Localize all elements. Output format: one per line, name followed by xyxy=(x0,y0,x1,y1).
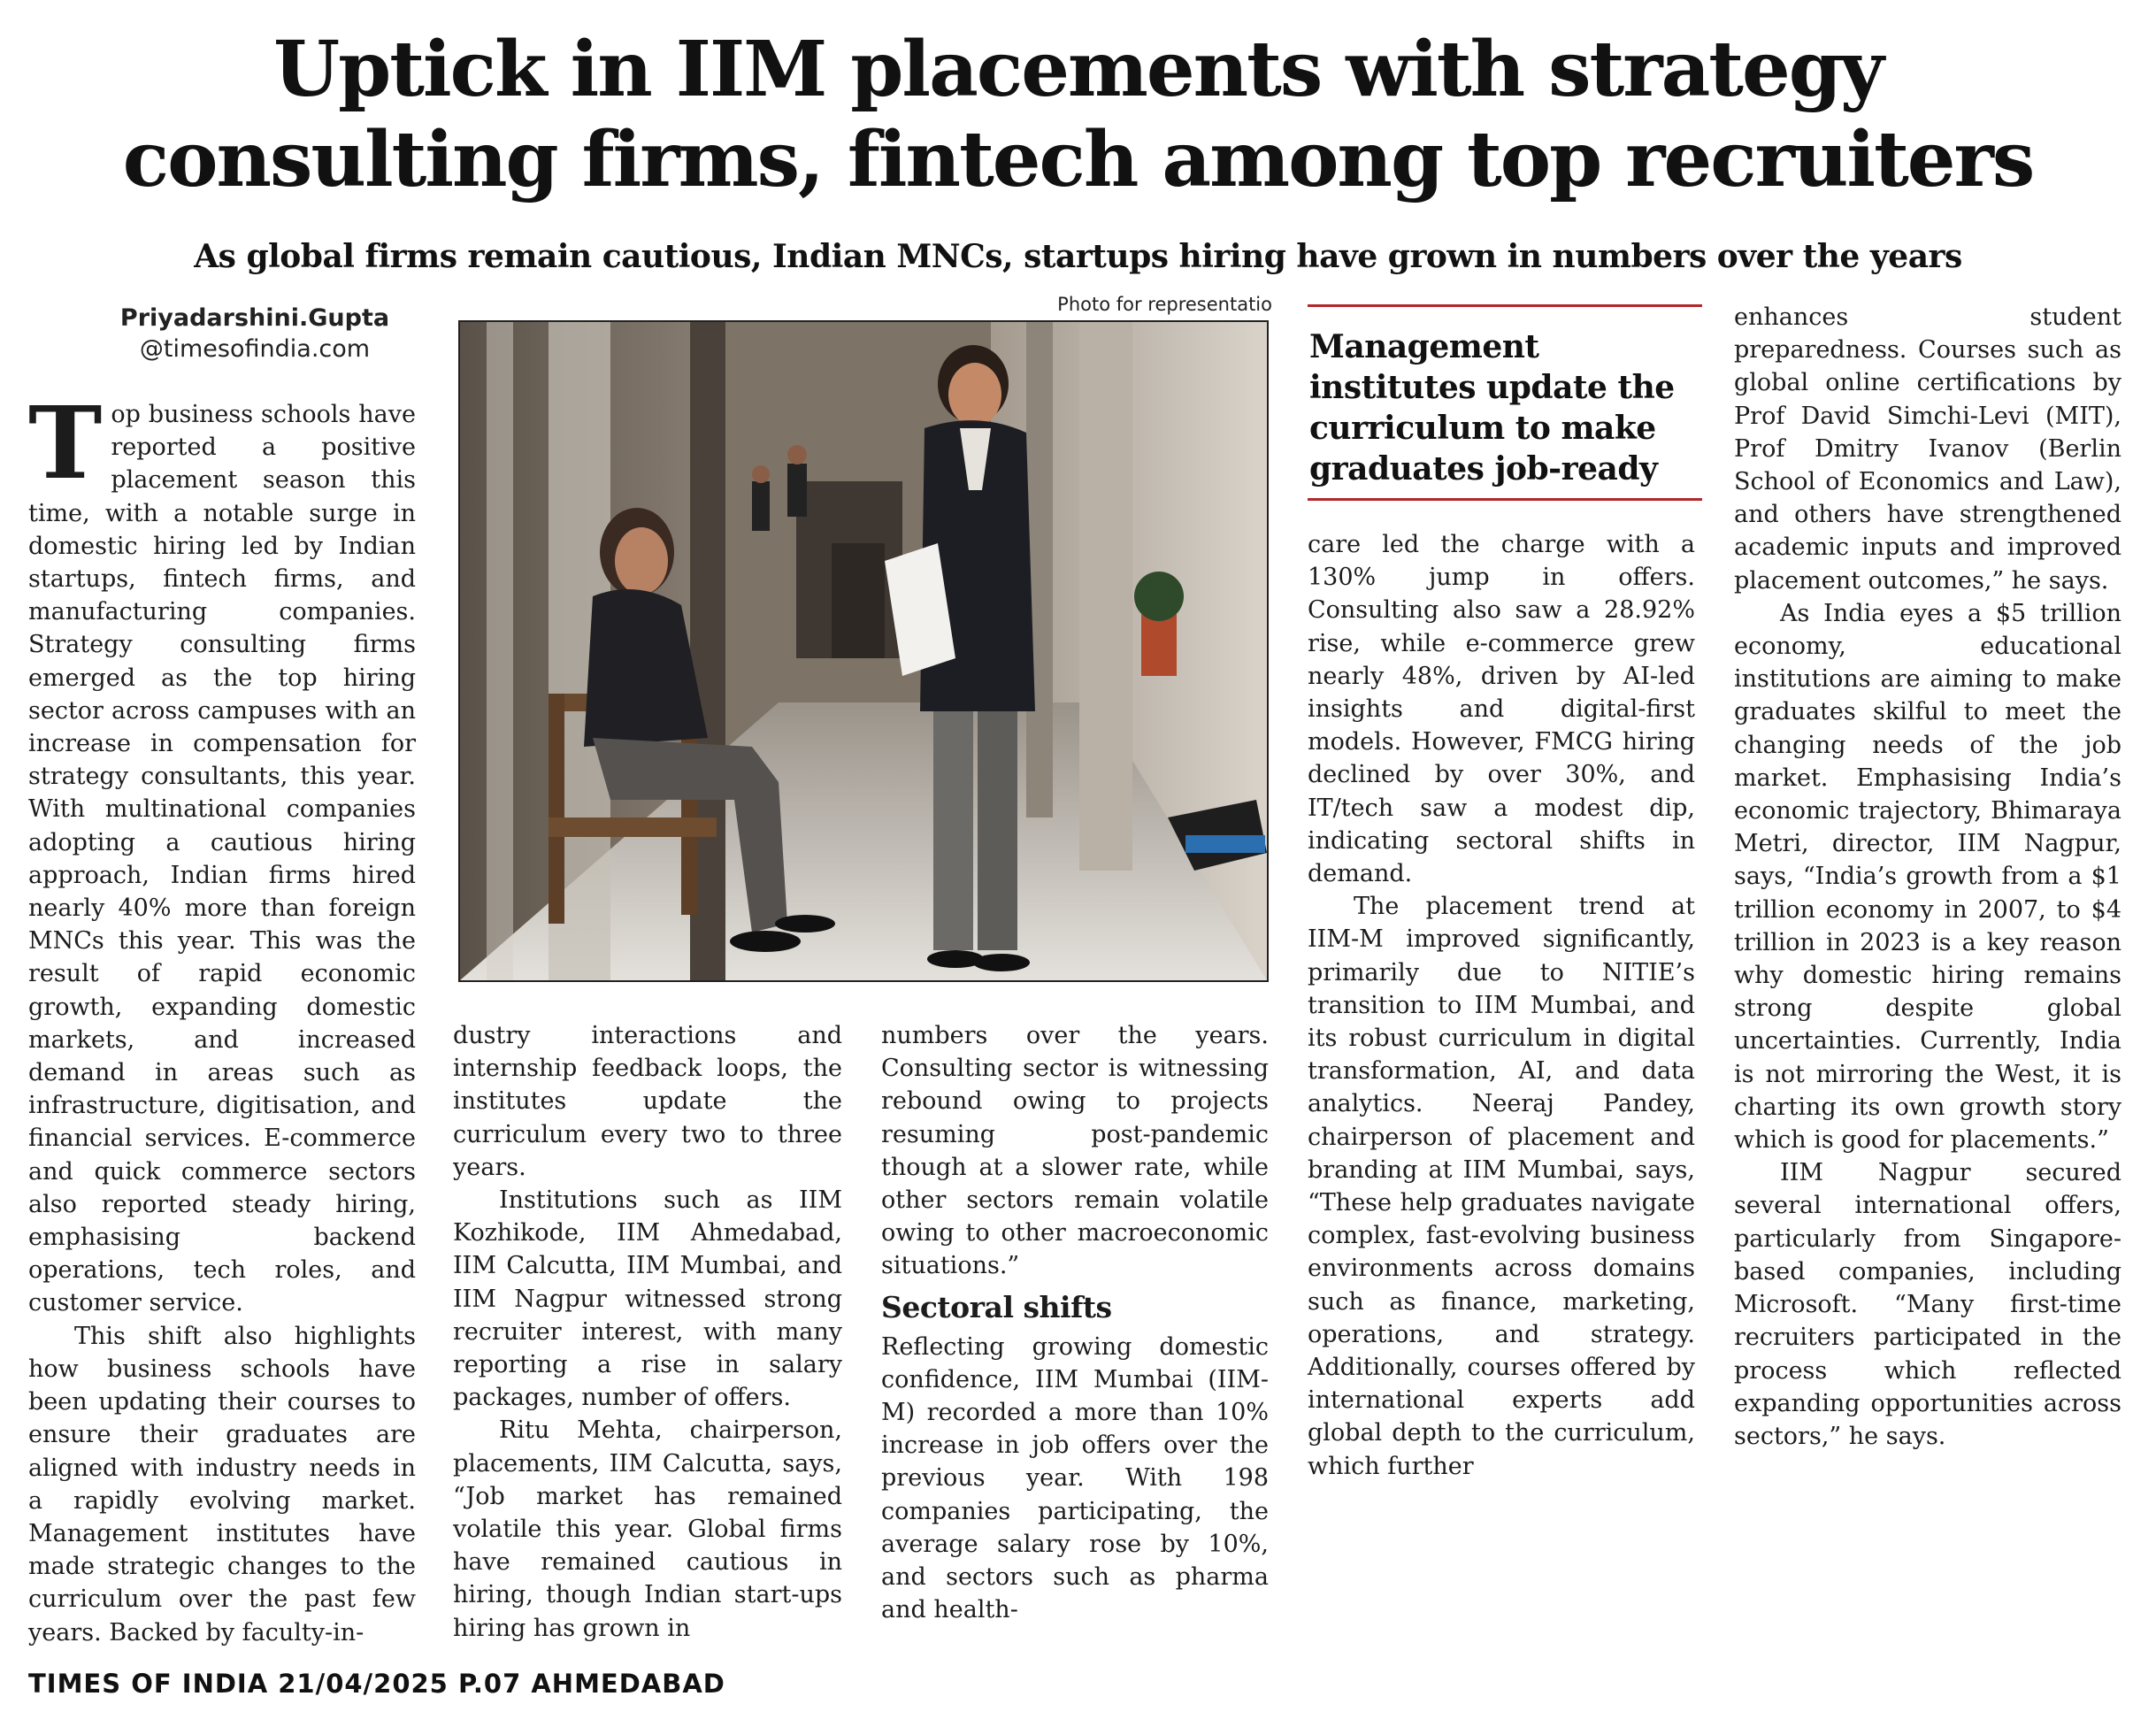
photo-illustration xyxy=(460,322,1267,980)
paragraph: care led the charge with a 130% jump in offers. Consulting also saw a 28.92% rise, while e-commerce grew nearly 48%, driven by AI-led insights and digital-first models. However, FMCG hiring declined by over 30%, and IT/tech saw a modest dip, indicating sectoral shifts in demand. xyxy=(1308,531,1695,888)
paragraph: Reflecting growing domestic confidence, IIM Mumbai (IIM-M) recorded a more than 10% increase in job offers over the previous year. With 198 companies participating, the average salary rose by 10%, and sectors such as pharma and health- xyxy=(881,1332,1269,1624)
column-4 xyxy=(1308,528,1695,1483)
article-photo xyxy=(458,320,1269,982)
paragraph xyxy=(28,386,416,1320)
photo-credit: Photo for representatio xyxy=(1057,294,1272,315)
sidebar-box xyxy=(1308,304,1702,501)
column-2 xyxy=(453,1019,842,1645)
drop-cap: T xyxy=(28,386,103,502)
byline-name: Priyadarshini.Gupta xyxy=(119,304,390,332)
paragraph: This shift also highlights how business schools have been updating their courses to ensure their graduates are aligned with industry needs in a rapidly evolving market. Management institutes have made strategic changes to the curriculum over the past few years. Backed by faculty-in- xyxy=(28,1322,416,1646)
byline xyxy=(78,303,432,365)
paragraph: The placement trend at IIM-M improved significantly, primarily due to NITIE’s transition to IIM Mumbai, and its robust curriculum in digital transformation, AI, and data analytics. Neeraj Pandey, chairperson of placement and branding at IIM Mumbai, says, “These help graduates navigate complex, fast-evolving business environments across domains such as finance, marketing, operations, and strategy. Additionally, courses offered by international experts add global depth to the curriculum, which further xyxy=(1308,893,1695,1480)
headline-line-1: Uptick in IIM placements with strategy xyxy=(273,25,1883,114)
column-5 xyxy=(1734,301,2121,1453)
paragraph: Institutions such as IIM Kozhikode, IIM Ahmedabad, IIM Calcutta, IIM Mumbai, and IIM Nagpur witnessed strong recruiter interest, with many reporting a rise in salary packages, number of offers. xyxy=(453,1186,842,1412)
paragraph: Ritu Mehta, chairperson, placements, IIM Calcutta, says, “Job market has remained volatile this year. Global firms have remained cautious in hiring, though Indian start-ups hiring has grown in xyxy=(453,1416,842,1642)
paragraph: enhances student preparedness. Courses such as global online certifications by Prof David Simchi-Levi (MIT), Prof Dmitry Ivanov (Berlin School of Economics and Law), and others have strengthened academic inputs and improved placement outcomes,” he says. xyxy=(1734,303,2121,595)
source-footer: TIMES OF INDIA 21/04/2025 P.07 AHMEDABAD xyxy=(28,1669,725,1699)
byline-email: @timesofindia.com xyxy=(139,335,371,363)
column-1 xyxy=(28,386,416,1649)
paragraph: dustry interactions and internship feedback loops, the institutes update the curriculum every two to three years. xyxy=(453,1022,842,1181)
subhead-sectoral-shifts: Sectoral shifts xyxy=(881,1289,1112,1324)
column-3 xyxy=(881,1019,1269,1626)
paragraph: As India eyes a $5 trillion economy, educational institutions are aiming to make graduates skilful to meet the changing needs of the job market. Emphasising India’s economic trajectory, Bhimaraya Metri, director, IIM Nagpur, says, “India’s growth from a $1 trillion economy in 2007, to $4 trillion in 2023 is a key reason why domestic hiring remains strong despite global uncertainties. Currently, India is not mirroring the West, it is charting its own growth story which is good for placements.” xyxy=(1734,599,2121,1155)
paragraph: IIM Nagpur secured several international offers, particularly from Singapore-based companies, including Microsoft. “Many first-time recruiters participated in the process which reflected expanding opportunities across sectors,” he says. xyxy=(1734,1159,2121,1450)
paragraph-text: op business schools have reported a positive placement season this time, with a notable surge in domestic hiring led by Indian startups, fintech firms, and manufacturing companies. Strategy consulting firms emerged as the top hiring sector across campuses with an increase in compensation for strategy consultants, this year. With multinational companies adopting a cautious hiring approach, Indian firms hired nearly 40% more than foreign MNCs this year. This was the result of rapid economic growth, expanding domestic markets, and increased demand in areas such as infrastructure, digitisation, and financial services. E-commerce and quick commerce sectors also reported steady hiring, emphasising backend operations, tech roles, and customer service. xyxy=(28,401,416,1317)
paragraph: numbers over the years. Consulting sector is witnessing rebound owing to projects resuming post-pandemic though at a slower rate, while other sectors remain volatile owing to other macroeconomic situations.” xyxy=(881,1022,1269,1280)
sidebar-box-title: Management institutes update the curriculum to make graduates job-ready xyxy=(1309,328,1675,487)
headline xyxy=(0,25,2156,205)
deck-subheadline: As global firms remain cautious, Indian MNCs, startups hiring have grown in numbers over the years xyxy=(194,238,1962,275)
headline-line-2: consulting firms, fintech among top recruiters xyxy=(122,115,2034,204)
